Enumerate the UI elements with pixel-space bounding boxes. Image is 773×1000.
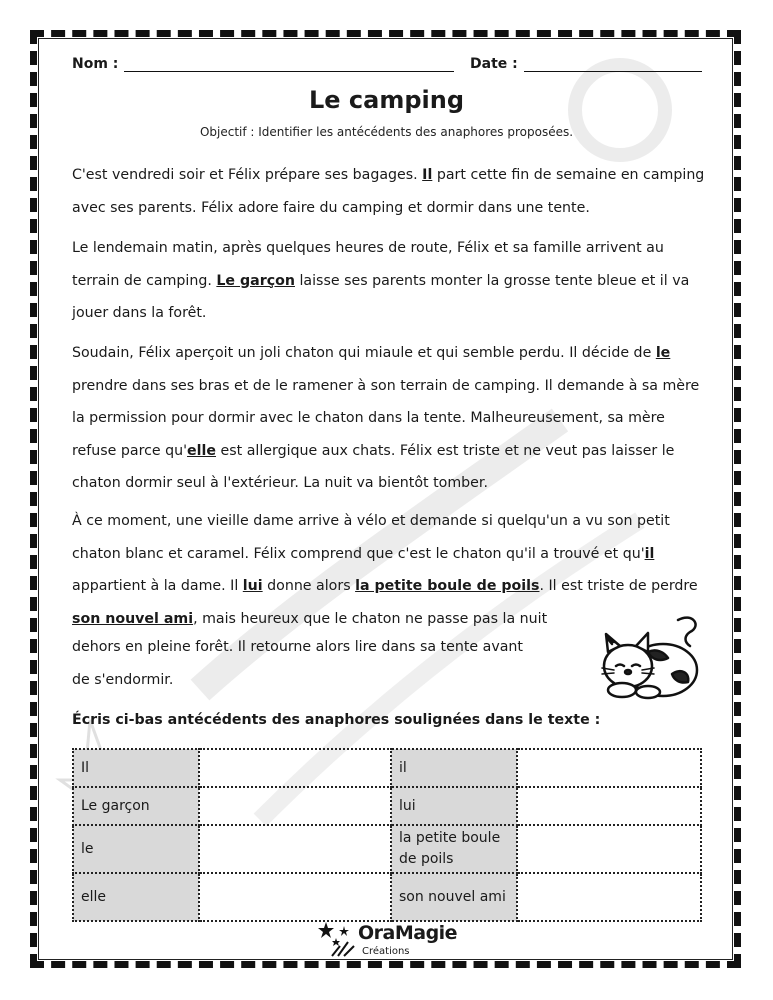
anaphore-cell: son nouvel ami: [391, 873, 517, 921]
anaphore-le: le: [655, 345, 671, 361]
table-row: [73, 787, 701, 825]
name-field[interactable]: [72, 56, 454, 72]
text: laisse ses parents monter la grosse tente bleue et il va jouer dans la forêt.: [72, 272, 690, 322]
table-row: [73, 873, 701, 921]
date-line: [524, 57, 702, 72]
anaphore-cell: elle: [73, 873, 199, 921]
cat-illustration: [598, 608, 704, 703]
paragraph-3: [72, 337, 706, 500]
anaphore-le-garcon: Le garçon: [216, 272, 295, 289]
stars-icon: [318, 920, 356, 958]
answer-input[interactable]: [517, 749, 701, 787]
text: , mais heureux que le chaton ne passe pas la nuit: [193, 610, 548, 627]
date-field[interactable]: [470, 56, 702, 72]
paragraph-4-continued: [72, 631, 592, 696]
anaphore-il-2: il: [644, 545, 655, 562]
anaphore-cell: il: [391, 749, 517, 787]
oramagie-logo: [318, 920, 458, 960]
answer-input[interactable]: [517, 873, 701, 921]
text: donne alors: [262, 578, 356, 595]
date-label: Date :: [470, 56, 518, 72]
objective: Objectif : Identifier les antécédents des anaphores proposées.: [199, 125, 574, 139]
anaphore-cell: le: [73, 825, 199, 873]
anaphore-elle: elle: [187, 442, 217, 459]
anaphore-lui: lui: [242, 578, 263, 595]
text: part cette fin de semaine en camping avec ses parents. Félix adore faire du camping et dormir dans une tente.: [72, 167, 705, 216]
logo-name: OraMagie: [358, 922, 458, 944]
anaphore-nouvel-ami: son nouvel ami: [72, 610, 194, 627]
answer-input[interactable]: [199, 825, 391, 873]
anaphore-cell: la petite boule de poils: [391, 825, 517, 873]
table-row: [73, 749, 701, 787]
text: appartient à la dame. Il: [72, 578, 243, 595]
text: est allergique aux chats. Félix est triste et ne veut pas laisser le chaton dormir seul à l'extérieur. La nuit va bientôt tomber.: [72, 442, 675, 492]
anaphore-cell: Il: [73, 749, 199, 787]
text: de s'endormir.: [72, 671, 174, 688]
answer-table: [72, 748, 702, 922]
text: C'est vendredi soir et Félix prépare ses bagages.: [72, 167, 423, 183]
answer-input[interactable]: [517, 787, 701, 825]
logo-subtitle: Créations: [362, 946, 410, 957]
text: prendre dans ses bras et de le ramener à son terrain de camping. Il demande à sa mère la permission pour dormir avec le chaton dans la tente. Malheureusement, sa mère refuse parce qu': [72, 377, 700, 459]
text: dehors en pleine forêt. Il retourne alors lire dans sa tente avant: [72, 639, 523, 655]
text: Soudain, Félix aperçoit un joli chaton qui miaule et qui semble perdu. Il décide de: [72, 345, 656, 361]
table-row: [73, 825, 701, 873]
answer-input[interactable]: [199, 787, 391, 825]
text: À ce moment, une vieille dame arrive à vélo et demande si quelqu'un a vu son petit chaton blanc et caramel. Félix comprend que c'est le chaton qu'il a trouvé et qu': [72, 513, 670, 562]
text: Le lendemain matin, après quelques heures de route, Félix et sa famille arrivent au terrain de camping.: [72, 240, 664, 289]
answer-input[interactable]: [517, 825, 701, 873]
anaphore-boule-de-poils: la petite boule de poils: [355, 578, 540, 595]
paragraph-2: [72, 232, 706, 330]
paragraph-1: [72, 159, 706, 224]
name-label: Nom :: [72, 56, 119, 72]
answer-input[interactable]: [199, 749, 391, 787]
name-line: [124, 57, 454, 72]
anaphore-cell: Le garçon: [73, 787, 199, 825]
answer-input[interactable]: [199, 873, 391, 921]
instruction: Écris ci-bas antécédents des anaphores soulignées dans le texte :: [72, 712, 601, 728]
anaphore-cell: lui: [391, 787, 517, 825]
text: . Il est triste de perdre: [539, 578, 698, 595]
anaphore-il: Il: [422, 167, 433, 183]
page-title: Le camping: [308, 86, 465, 114]
